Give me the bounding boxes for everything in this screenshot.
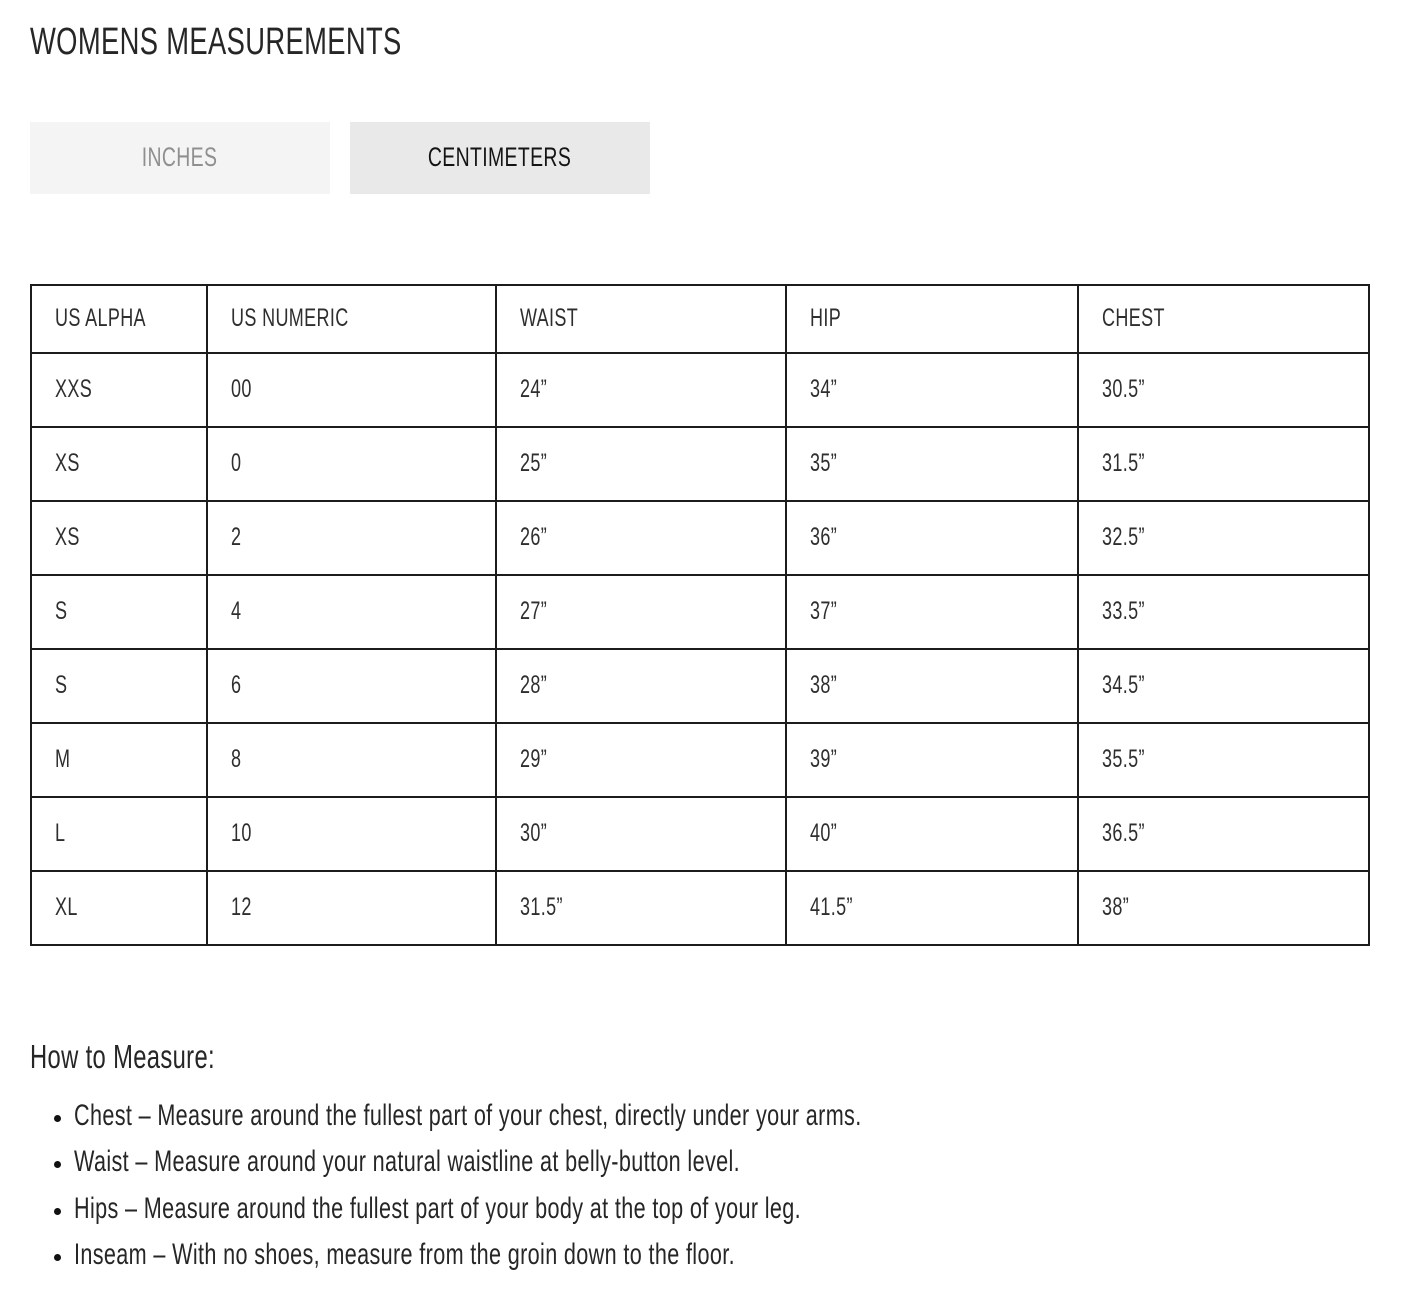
table-cell-text: 2 — [231, 523, 242, 552]
measure-item-text: Hips – Measure around the fullest part of your body at the top of your leg. — [74, 1191, 802, 1225]
table-cell — [786, 501, 1078, 575]
table-cell — [31, 427, 207, 501]
table-cell-text: S — [55, 597, 68, 626]
table-cell-text: 30” — [520, 819, 548, 848]
table-row — [31, 501, 1369, 575]
measure-item — [74, 1193, 1380, 1225]
page-title-text: WOMENS MEASUREMENTS — [30, 21, 402, 63]
table-cell-text: 40” — [810, 819, 838, 848]
measure-item — [74, 1146, 1380, 1178]
table-cell — [31, 353, 207, 427]
table-cell-text: 37” — [810, 597, 838, 626]
column-header-us-alpha — [31, 285, 207, 353]
table-cell — [207, 649, 496, 723]
table-cell-text: 41.5” — [810, 893, 853, 922]
table-cell-text: 00 — [231, 375, 252, 404]
table-cell — [1078, 871, 1369, 945]
table-cell-text: XL — [55, 893, 78, 922]
table-cell-text: 24” — [520, 375, 548, 404]
table-cell — [207, 427, 496, 501]
table-cell — [1078, 649, 1369, 723]
table-cell — [207, 575, 496, 649]
table-cell — [31, 575, 207, 649]
table-cell — [496, 649, 786, 723]
tab-inches[interactable] — [30, 122, 330, 194]
table-cell — [1078, 353, 1369, 427]
table-cell — [1078, 501, 1369, 575]
table-row — [31, 797, 1369, 871]
table-cell-text: L — [55, 819, 66, 848]
how-to-measure-heading — [30, 1038, 1380, 1076]
column-header-text: WAIST — [520, 304, 579, 333]
table-row — [31, 723, 1369, 797]
table-row — [31, 575, 1369, 649]
table-cell — [786, 427, 1078, 501]
table-cell — [786, 797, 1078, 871]
column-header-text: US NUMERIC — [231, 304, 349, 333]
measure-item-text: Chest – Measure around the fullest part of your chest, directly under your arms. — [74, 1098, 862, 1132]
measure-item — [74, 1100, 1380, 1132]
table-cell-text: 30.5” — [1102, 375, 1145, 404]
table-cell-text: 38” — [810, 671, 838, 700]
table-cell-text: 35” — [810, 449, 838, 478]
table-cell-text: 39” — [810, 745, 838, 774]
table-cell — [496, 871, 786, 945]
unit-tabs — [30, 122, 1380, 194]
table-cell-text: XXS — [55, 375, 93, 404]
table-cell — [496, 723, 786, 797]
table-cell-text: 36” — [810, 523, 838, 552]
table-cell-text: 34.5” — [1102, 671, 1145, 700]
size-table-header — [31, 285, 1369, 353]
table-cell — [786, 723, 1078, 797]
column-header-text: CHEST — [1102, 304, 1165, 333]
page-title — [30, 22, 1380, 64]
table-cell-text: 35.5” — [1102, 745, 1145, 774]
size-table-body — [31, 353, 1369, 945]
table-cell-text: 26” — [520, 523, 548, 552]
table-cell — [31, 501, 207, 575]
table-cell — [31, 797, 207, 871]
table-cell — [207, 723, 496, 797]
table-cell — [496, 427, 786, 501]
table-cell — [786, 649, 1078, 723]
tab-centimeters-label: CENTIMETERS — [428, 142, 572, 173]
table-cell-text: 29” — [520, 745, 548, 774]
table-cell — [207, 501, 496, 575]
measure-item-text: Inseam – With no shoes, measure from the groin down to the floor. — [74, 1237, 735, 1271]
tab-inches-label: INCHES — [142, 142, 218, 173]
table-cell — [1078, 723, 1369, 797]
tab-centimeters[interactable] — [350, 122, 650, 194]
table-cell-text: 36.5” — [1102, 819, 1145, 848]
table-cell-text: 8 — [231, 745, 242, 774]
table-cell — [786, 353, 1078, 427]
table-cell-text: 6 — [231, 671, 242, 700]
column-header-chest — [1078, 285, 1369, 353]
table-cell — [496, 501, 786, 575]
table-cell — [1078, 575, 1369, 649]
table-row — [31, 649, 1369, 723]
table-cell — [496, 353, 786, 427]
table-cell-text: 27” — [520, 597, 548, 626]
column-header-us-numeric — [207, 285, 496, 353]
table-cell — [786, 871, 1078, 945]
table-cell-text: XS — [55, 449, 80, 478]
table-row — [31, 427, 1369, 501]
table-row — [31, 353, 1369, 427]
table-cell-text: 4 — [231, 597, 242, 626]
table-cell-text: 32.5” — [1102, 523, 1145, 552]
table-cell-text: 0 — [231, 449, 242, 478]
table-cell — [1078, 427, 1369, 501]
column-header-waist — [496, 285, 786, 353]
column-header-hip — [786, 285, 1078, 353]
column-header-text: HIP — [810, 304, 842, 333]
table-cell — [207, 797, 496, 871]
table-cell — [31, 871, 207, 945]
table-cell — [496, 797, 786, 871]
table-cell-text: M — [55, 745, 71, 774]
table-cell-text: 25” — [520, 449, 548, 478]
table-cell-text: 38” — [1102, 893, 1130, 922]
table-cell — [31, 649, 207, 723]
table-cell — [207, 871, 496, 945]
table-cell-text: 31.5” — [1102, 449, 1145, 478]
table-cell-text: XS — [55, 523, 80, 552]
table-cell-text: 34” — [810, 375, 838, 404]
table-cell-text: S — [55, 671, 68, 700]
measure-item — [74, 1239, 1380, 1271]
measure-item-text: Waist – Measure around your natural waistline at belly-button level. — [74, 1145, 741, 1179]
table-row — [31, 871, 1369, 945]
table-cell — [207, 353, 496, 427]
table-cell-text: 10 — [231, 819, 252, 848]
table-cell-text: 31.5” — [520, 893, 563, 922]
table-cell-text: 28” — [520, 671, 548, 700]
table-cell-text: 33.5” — [1102, 597, 1145, 626]
column-header-text: US ALPHA — [55, 304, 146, 333]
table-header-row — [31, 285, 1369, 353]
table-cell — [496, 575, 786, 649]
table-cell — [786, 575, 1078, 649]
size-table — [30, 284, 1370, 946]
table-cell — [1078, 797, 1369, 871]
table-cell — [31, 723, 207, 797]
measure-list — [30, 1100, 1380, 1272]
how-to-measure-heading-text: How to Measure: — [30, 1037, 215, 1075]
table-cell-text: 12 — [231, 893, 252, 922]
